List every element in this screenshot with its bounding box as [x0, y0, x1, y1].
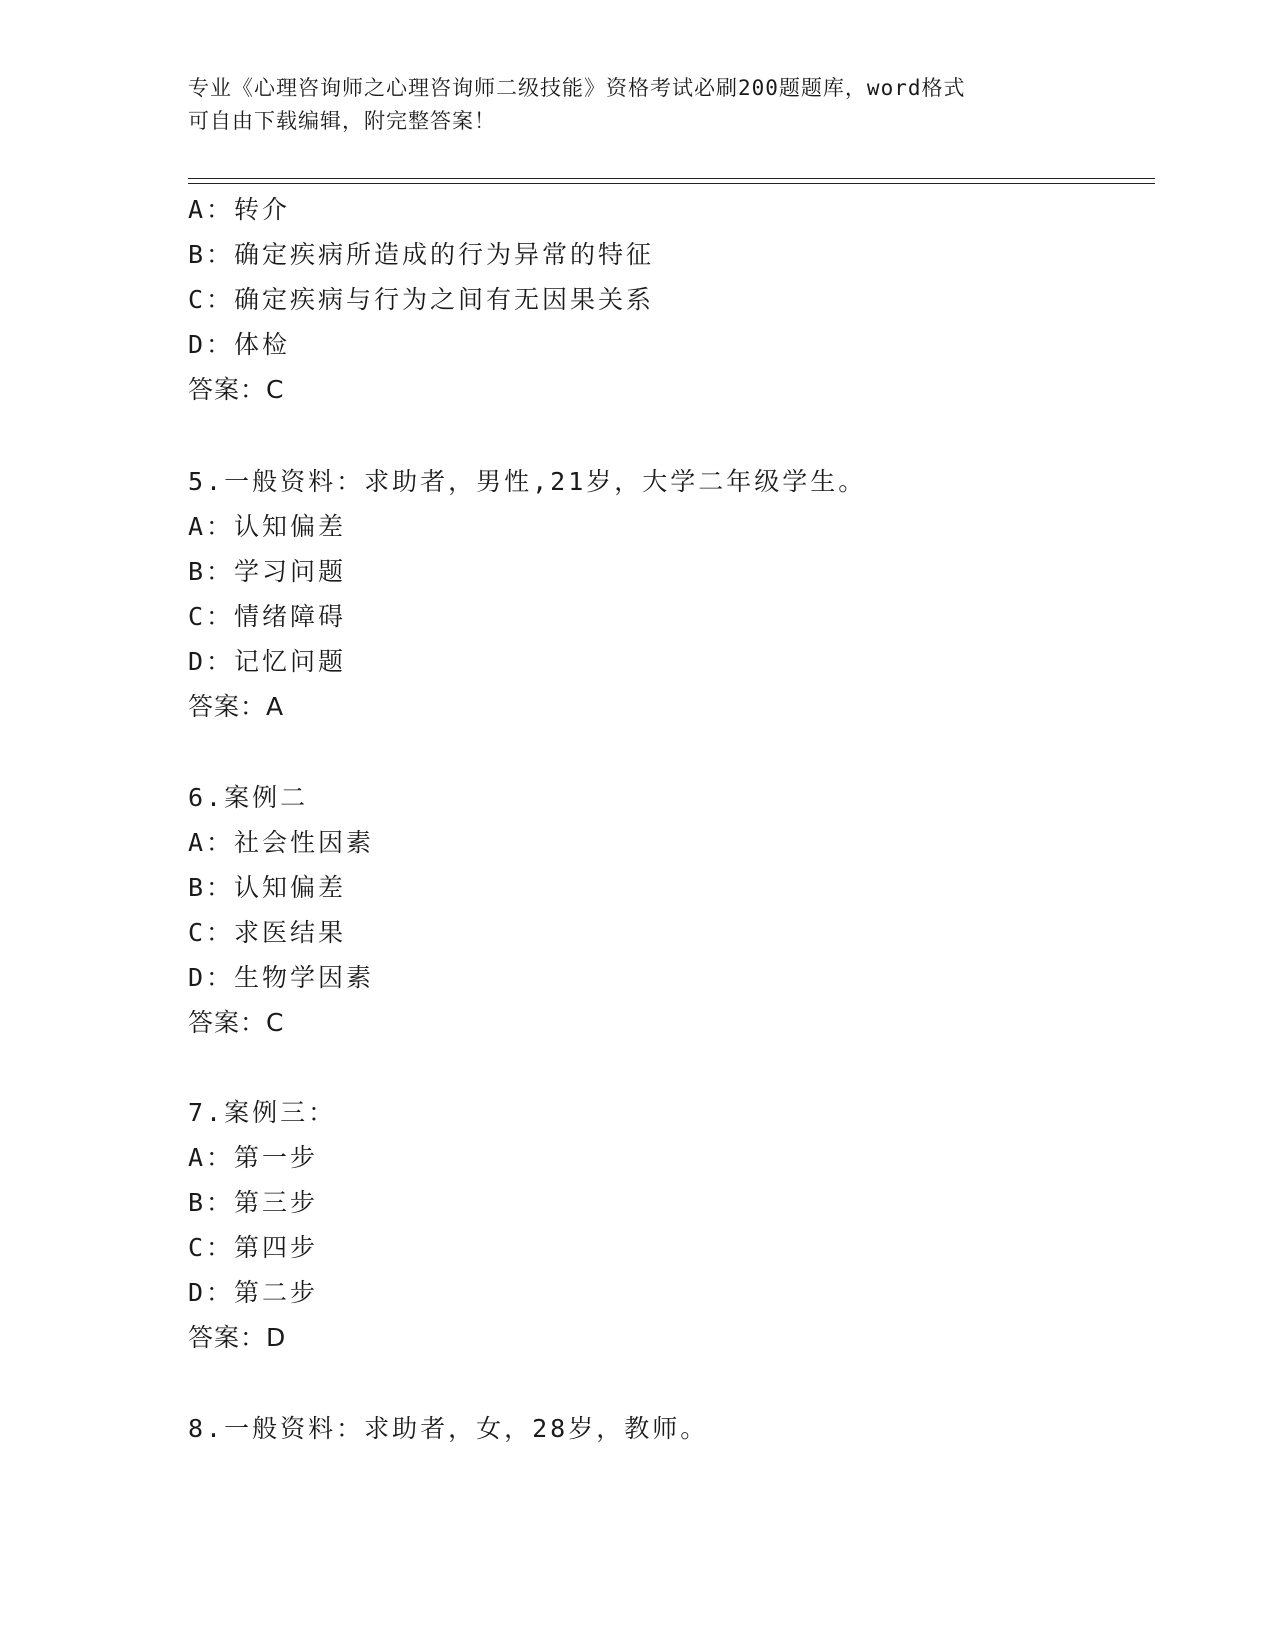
header-rule-top: [188, 178, 1155, 179]
question-stem: 7.案例三：: [188, 1098, 337, 1127]
option-a: A：认知偏差: [188, 512, 347, 541]
option-d: D：生物学因素: [188, 963, 375, 992]
option-a: A：社会性因素: [188, 828, 375, 857]
option-c: C：第四步: [188, 1233, 319, 1262]
option-c: C：情绪障碍: [188, 602, 347, 631]
question-stem: 5.一般资料：求助者，男性,21岁，大学二年级学生。: [188, 467, 867, 496]
option-c: C：求医结果: [188, 918, 347, 947]
option-d: D：体检: [188, 330, 291, 359]
answer-line: 答案：C: [188, 375, 285, 404]
answer-line: 答案：C: [188, 1008, 285, 1037]
question-stem: 8.一般资料：求助者，女，28岁，教师。: [188, 1414, 709, 1443]
option-b: B：确定疾病所造成的行为异常的特征: [188, 240, 655, 269]
header-line-1: 专业《心理咨询师之心理咨询师二级技能》资格考试必刷200题题库，word格式: [188, 76, 966, 100]
option-c: C：确定疾病与行为之间有无因果关系: [188, 285, 655, 314]
question-stem: 6.案例二: [188, 783, 309, 812]
header-rule-bottom: [188, 183, 1155, 184]
option-a: A：转介: [188, 195, 291, 224]
header-line-2: 可自由下载编辑，附完整答案！: [188, 109, 496, 133]
option-b: B：第三步: [188, 1188, 319, 1217]
answer-line: 答案：A: [188, 692, 285, 721]
option-b: B：认知偏差: [188, 873, 347, 902]
option-d: D：记忆问题: [188, 647, 347, 676]
option-a: A：第一步: [188, 1143, 319, 1172]
option-b: B：学习问题: [188, 557, 347, 586]
document-header: [188, 72, 1088, 138]
option-d: D：第二步: [188, 1278, 319, 1307]
answer-line: 答案：D: [188, 1323, 287, 1352]
